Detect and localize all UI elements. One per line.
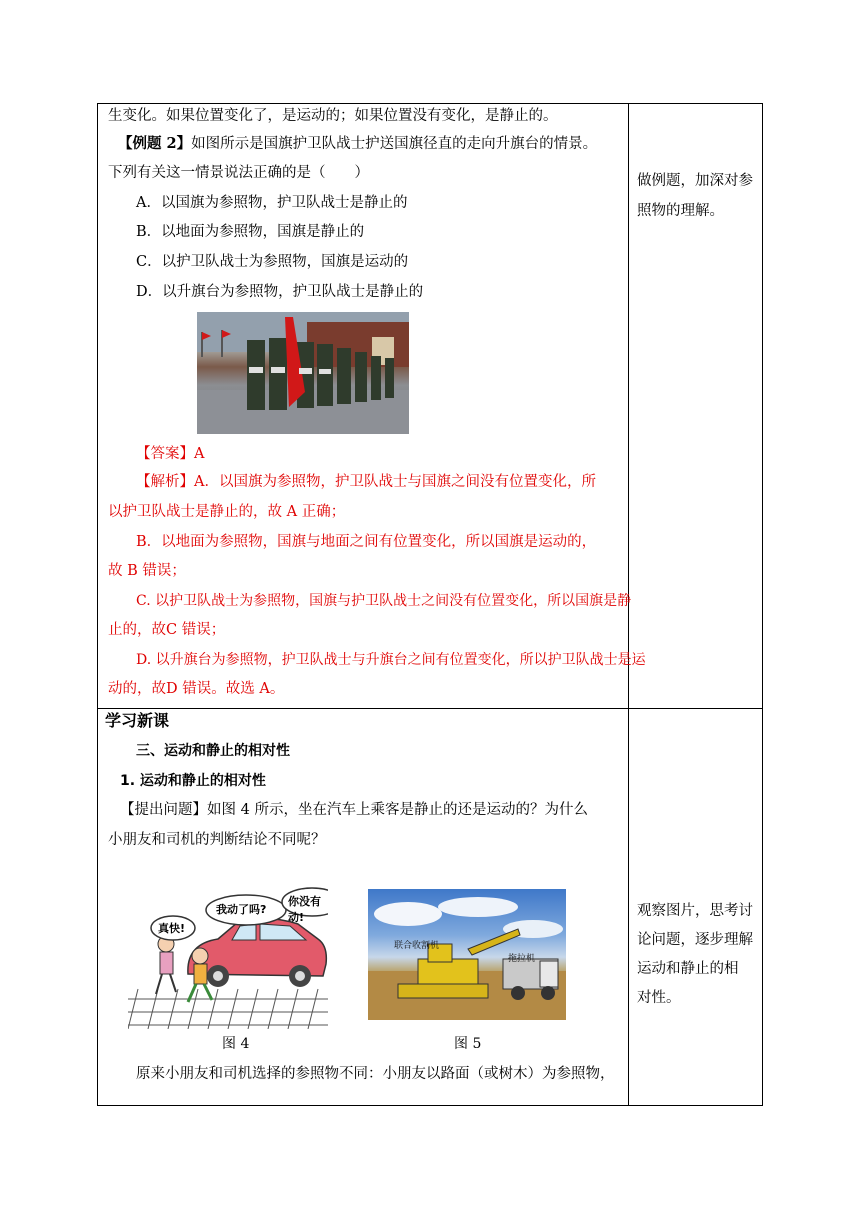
analysis-line-5: C. 以护卫队战士为参照物，国旗与护卫队战士之间没有位置变化，所以国旗是静 [136, 593, 632, 609]
example-label: 【例题 2】 [118, 135, 192, 152]
question-line-2: 小朋友和司机的判断结论不同呢？ [108, 832, 326, 848]
bubble-text-1: 我动了吗? [216, 903, 267, 916]
harvester-label: 联合收割机 [394, 941, 440, 951]
option-b: B．以地面为参照物，国旗是静止的 [136, 224, 365, 240]
analysis-line-1: 【解析】A．以国旗为参照物，护卫队战士与国旗之间没有位置变化，所 [136, 474, 596, 490]
heading-3: 三、运动和静止的相对性 [136, 743, 290, 759]
option-d: D．以升旗台为参照物，护卫队战士是静止的 [136, 284, 424, 300]
analysis-line-2: 以护卫队战士是静止的，故 A 正确； [108, 504, 346, 520]
section-title: 学习新课 [105, 711, 170, 730]
question-line: 下列有关这一情景说法正确的是（ ） [108, 165, 369, 181]
figure-4-caption: 图 4 [222, 1036, 250, 1052]
analysis-line-8: 动的，故D 错误。故选 A。 [108, 681, 285, 697]
option-c: C．以护卫队战士为参照物，国旗是运动的 [136, 254, 409, 270]
figure-4-cartoon [128, 884, 328, 1029]
question-line-1: 【提出问题】如图 4 所示，坐在汽车上乘客是静止的还是运动的？为什么 [120, 802, 588, 818]
row-divider [98, 708, 762, 709]
option-a: A．以国旗为参照物，护卫队战士是静止的 [136, 195, 408, 211]
bubble-text-2: 你没有动! [288, 895, 321, 924]
explanation-line: 原来小朋友和司机选择的参照物不同：小朋友以路面（或树木）为参照物， [136, 1066, 615, 1082]
analysis-line-3: B．以地面为参照物，国旗与地面之间有位置变化，所以国旗是运动的， [136, 534, 597, 550]
figure-5-caption: 图 5 [454, 1036, 482, 1052]
example-text: 如图所示是国旗护卫队战士护送国旗径直的走向升旗台的情景。 [191, 136, 598, 152]
analysis-line-7: D. 以升旗台为参照物，护卫队战士与升旗台之间有位置变化，所以护卫队战士是运 [136, 652, 646, 668]
side-note-2-line-1: 观察图片，思考讨 [637, 903, 753, 919]
side-note-2-line-2: 论问题，逐步理解 [637, 932, 753, 948]
analysis-line-4: 故 B 错误； [108, 563, 186, 579]
bubble-text-3: 真快! [158, 922, 186, 935]
lesson-table [97, 103, 763, 1106]
answer-text: 【答案】A [136, 446, 205, 462]
example-2-stem [118, 134, 597, 154]
tractor-label: 拖拉机 [508, 954, 536, 964]
heading-sub: 1. 运动和静止的相对性 [120, 773, 266, 789]
honor-guard-photo [197, 312, 409, 434]
side-note-1-line-2: 照物的理解。 [637, 203, 724, 219]
side-note-2-line-3: 运动和静止的相 [637, 961, 739, 977]
side-note-1-line-1: 做例题，加深对参 [637, 173, 753, 189]
continued-text: 生变化。如果位置变化了，是运动的；如果位置没有变化，是静止的。 [108, 108, 558, 124]
analysis-line-6: 止的，故C 错误； [108, 622, 226, 638]
figure-5-harvester-photo [368, 889, 566, 1020]
side-note-2-line-4: 对性。 [637, 990, 681, 1006]
